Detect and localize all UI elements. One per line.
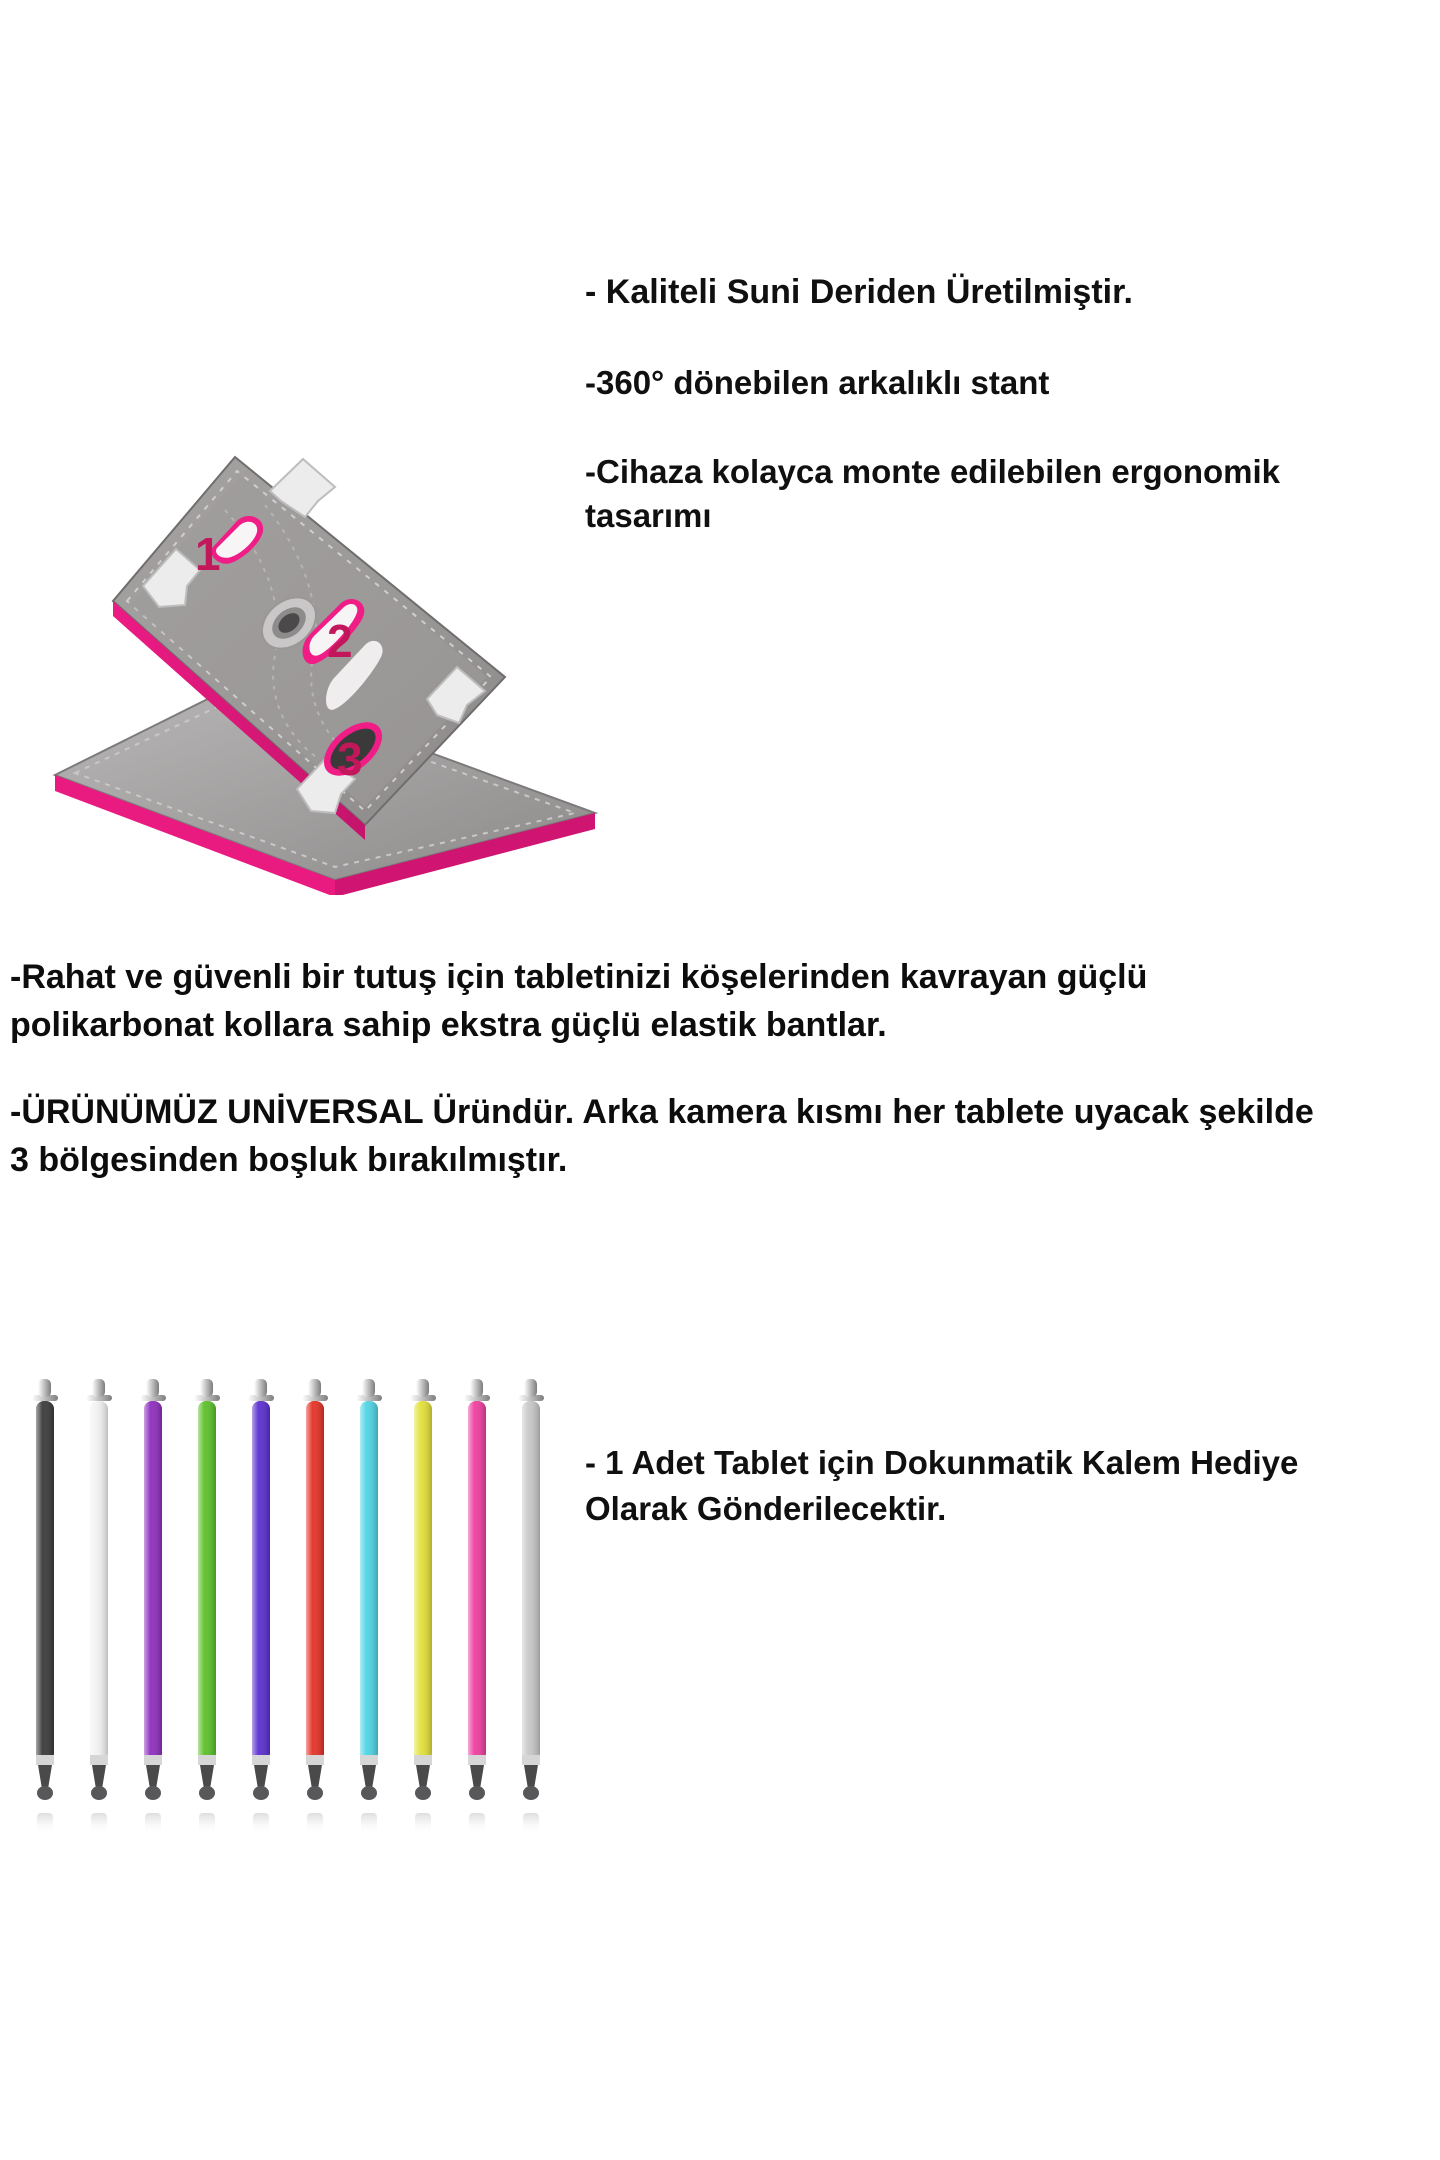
pen (248, 1379, 274, 1835)
pen (194, 1379, 220, 1835)
gift-stylus-section (0, 1340, 1440, 1960)
description-paragraphs (10, 920, 1340, 1224)
pen (140, 1379, 166, 1835)
pen (518, 1379, 544, 1835)
description-paragraph: -ÜRÜNÜMÜZ UNİVERSAL Üründür. Arka kamera kısmı her tablete uyacak şekilde 3 bölgesinden boşluk bırakılmıştır. (10, 1093, 1314, 1179)
pen (302, 1379, 328, 1835)
camera-hole-label-2: 2 (327, 615, 353, 667)
feature-item: -Cihaza kolayca monte edilebilen ergonomik tasarımı (585, 453, 1281, 534)
feature-item: -360° dönebilen arkalıklı stant (585, 363, 1050, 401)
pen (356, 1379, 382, 1835)
stylus-pens-image (20, 1365, 580, 1925)
features-section (0, 250, 1440, 910)
pen (464, 1379, 490, 1835)
gift-note: - 1 Adet Tablet için Dokunmatik Kalem Hediye Olarak Gönderilecektir. (585, 1444, 1299, 1527)
pen (86, 1379, 112, 1835)
camera-hole-label-3: 3 (337, 733, 363, 785)
feature-item: - Kaliteli Suni Deriden Üretilmiştir. (585, 273, 1133, 311)
camera-hole-label-1: 1 (195, 528, 221, 580)
pen (32, 1379, 58, 1835)
description-paragraph: -Rahat ve güvenli bir tutuş için tabletinizi köşelerinden kavrayan güçlü polikarbonat kollara sahip ekstra güçlü elastik bantlar. (10, 958, 1148, 1044)
feature-list (585, 270, 1405, 584)
stylus-pens-illustration (20, 1365, 580, 1925)
pen (410, 1379, 436, 1835)
